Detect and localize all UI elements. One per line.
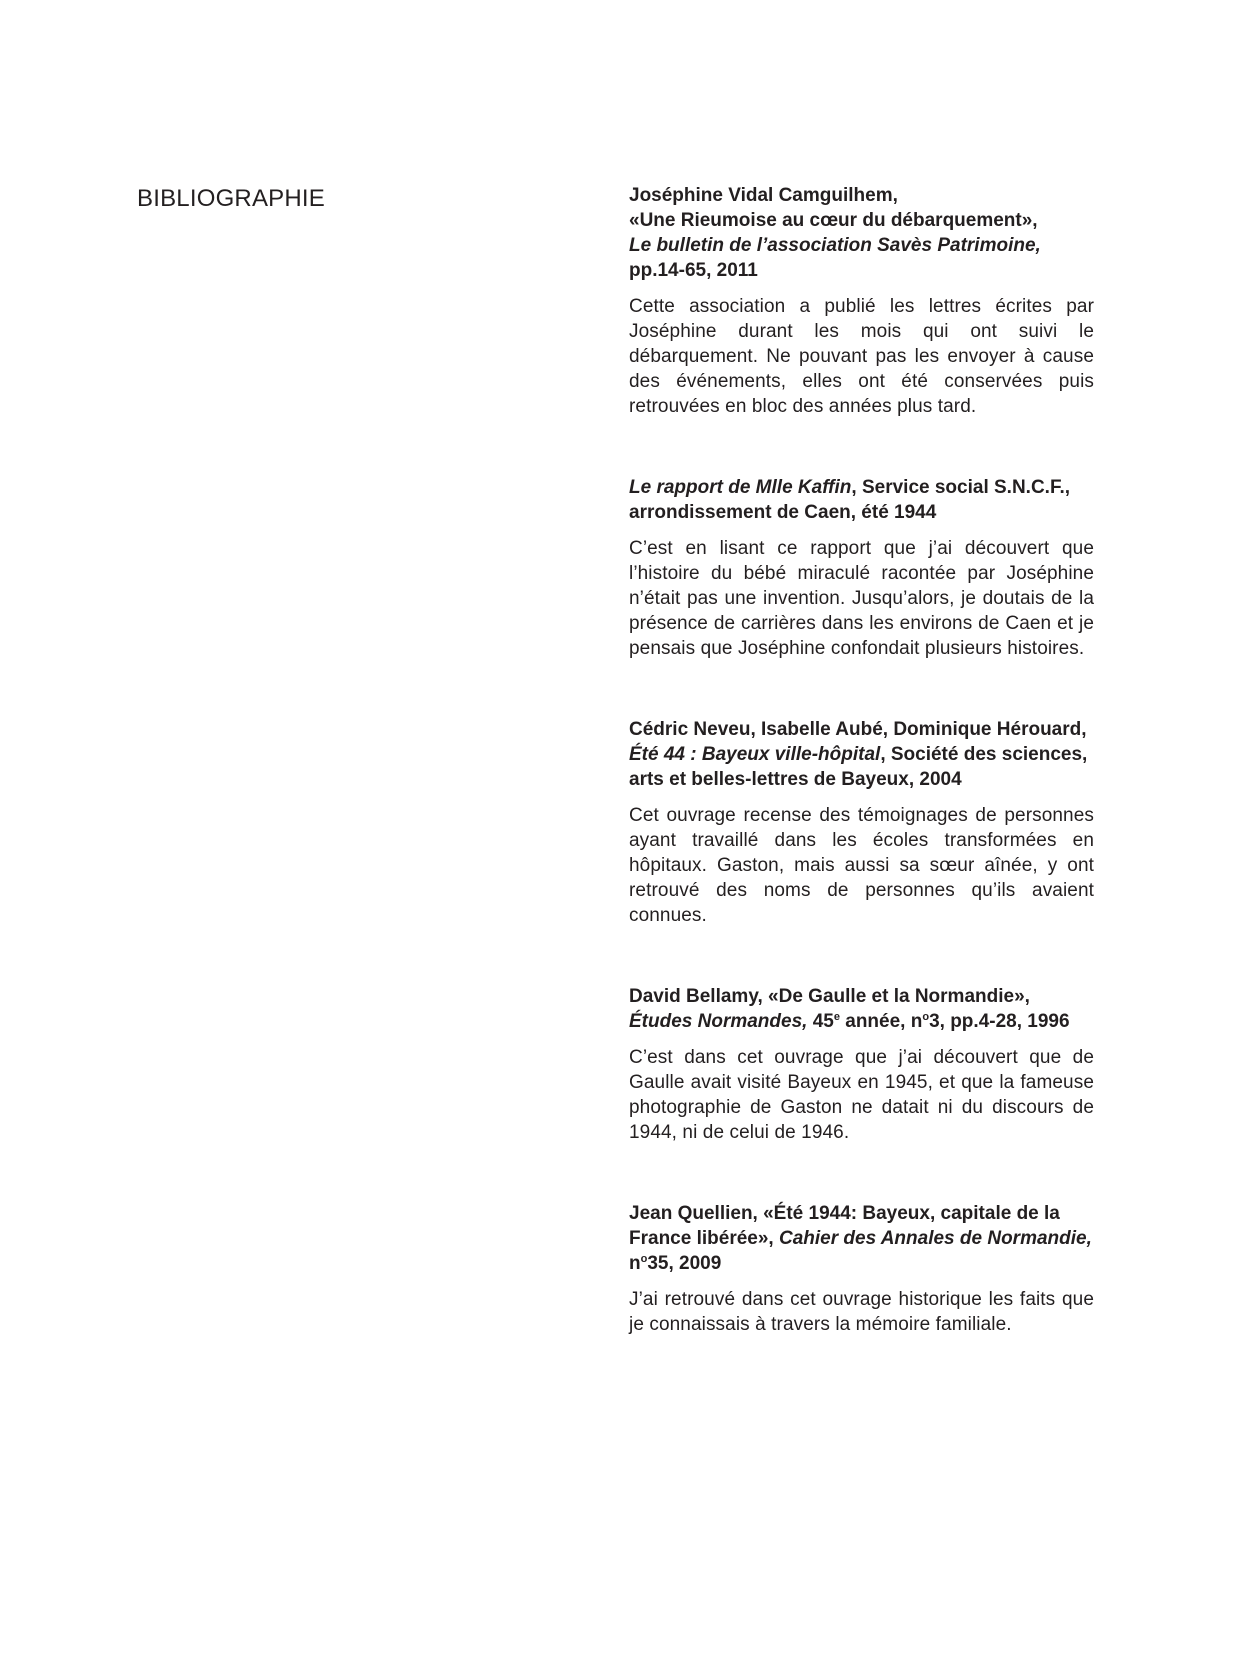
ref-edition-superscript: e <box>833 1011 840 1023</box>
reference <box>629 1201 1094 1276</box>
ref-title: Été 44 : Bayeux ville-hôpital <box>629 744 881 765</box>
ref-title: «Une Rieumoise au cœur du débarquement», <box>629 210 1038 231</box>
entry-description: J’ai retrouvé dans cet ouvrage historique les faits que je connaissais à travers la mémoire familiale. <box>629 1289 1094 1335</box>
reference <box>629 475 1094 525</box>
entry-description: C’est en lisant ce rapport que j’ai découvert que l’histoire du bébé miraculé racontée par Joséphine n’était pas une invention. Jusqu’alors, je doutais de la présence de carrières dans les environs de Caen et je pensais que Joséphine confondait plusieurs histoires. <box>629 538 1094 659</box>
entry-description: Cet ouvrage recense des témoignages de personnes ayant travaillé dans les écoles transformées en hôpitaux. Gaston, mais aussi sa sœur aînée, y ont retrouvé des noms de personnes qu’ils avaient connues. <box>629 805 1094 926</box>
ref-details: 35, 2009 <box>647 1253 722 1274</box>
ref-details: 3, pp.4-28, 1996 <box>929 1011 1070 1032</box>
ref-publisher: , Service social S.N.C.F., <box>851 477 1071 498</box>
ref-author: Jean Quellien, «Été 1944: Bayeux, capitale de la <box>629 1203 1060 1224</box>
ref-publisher: , Société des sciences, <box>880 744 1088 765</box>
ref-author: David Bellamy, <box>629 986 763 1007</box>
reference <box>629 183 1094 283</box>
entry-description: Cette association a publié les lettres écrites par Joséphine durant les mois qui ont suivi le débarquement. Ne pouvant pas les envoyer à cause des événements, elles ont été conservées puis retrouvées en bloc des années plus tard. <box>629 296 1094 417</box>
ref-title: «De Gaulle et la Normandie», <box>768 986 1030 1007</box>
ref-title: Le rapport de Mlle Kaffin <box>629 477 852 498</box>
reference <box>629 984 1094 1034</box>
ref-details: pp.14-65, 2011 <box>629 260 758 281</box>
entry-description: C’est dans cet ouvrage que j’ai découvert que de Gaulle avait visité Bayeux en 1945, et que la fameuse photographie de Gaston ne datait ni du discours de 1944, ni de celui de 1946. <box>629 1047 1094 1143</box>
bibliography-entry <box>629 717 1094 928</box>
ref-edition-rest: année, n <box>839 1011 923 1032</box>
ref-edition-number: 45 <box>812 1011 834 1032</box>
ref-journal: Cahier des Annales de Normandie, <box>778 1228 1092 1249</box>
bibliography-entry <box>629 183 1094 419</box>
bibliography-entry <box>629 475 1094 661</box>
ref-issue-prefix: n <box>629 1253 641 1274</box>
ref-author: Cédric Neveu, Isabelle Aubé, Dominique Hérouard, <box>629 719 1087 740</box>
bibliography-entry <box>629 1201 1094 1337</box>
ref-title: France libérée», <box>629 1228 774 1249</box>
ref-author: Joséphine Vidal Camguilhem, <box>629 185 898 206</box>
page-title: BIBLIOGRAPHIE <box>137 185 325 212</box>
ref-issue-superscript: o <box>640 1253 648 1265</box>
ref-details: arts et belles-lettres de Bayeux, 2004 <box>629 769 962 790</box>
bibliography-entry <box>629 984 1094 1145</box>
ref-journal: Le bulletin de l’association Savès Patrimoine, <box>629 235 1041 256</box>
ref-details: arrondissement de Caen, été 1944 <box>629 502 937 523</box>
ref-issue-superscript: o <box>922 1011 930 1023</box>
reference <box>629 717 1094 792</box>
bibliography-list <box>629 183 1094 1393</box>
ref-journal: Études Normandes, <box>629 1011 808 1032</box>
